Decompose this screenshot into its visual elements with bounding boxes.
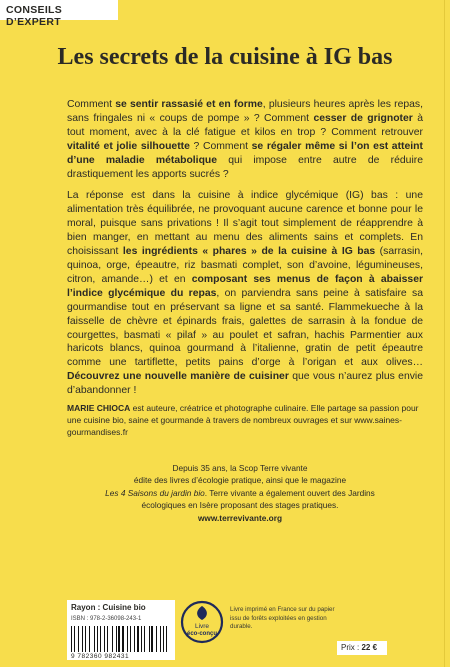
- series-banner: CONSEILS D’EXPERT: [0, 0, 118, 20]
- barcode-bar: [144, 626, 145, 652]
- barcode-bar: [130, 626, 131, 652]
- barcode-bar: [113, 626, 114, 652]
- barcode-bar: [118, 626, 119, 652]
- barcode-bar: [73, 626, 74, 652]
- barcode-bar: [106, 626, 107, 652]
- eco-design-badge: [180, 600, 224, 644]
- blurb-paragraph-1-run: se sentir rassasié et en forme: [115, 99, 263, 110]
- barcode-bar: [102, 626, 103, 652]
- barcode-digits: 9 782360 982431: [71, 653, 130, 660]
- barcode-bar: [91, 626, 93, 652]
- blurb-paragraph-2-run: La réponse est dans la cuisine à indice glycémique (IG) bas : une alimentation très équilibrée, ne provoquant aucune carence et bonne pour le moral, puisque sans privations ! Il s’agit tout simplement de réapprendre à bien manger, en mettant au menu des aliments sains et complets. En choisissant: [67, 190, 423, 258]
- blurb-paragraph-2: [67, 189, 423, 398]
- author-bio: [67, 402, 423, 438]
- blurb-paragraph-2-run: les ingrédients « phares » de la cuisine à IG bas: [122, 246, 376, 258]
- barcode-bar: [150, 626, 151, 652]
- blurb-paragraph-1-run: à tout moment, avec à la clé fatigue et kilos en trop ? Comment retrouver: [67, 112, 423, 138]
- blurb-paragraph-1: [67, 98, 423, 181]
- barcode-bar: [100, 626, 101, 652]
- barcode-bar: [146, 626, 147, 652]
- barcode-bar: [156, 626, 157, 652]
- publisher-line-1: Depuis 35 ans, la Scop Terre vivante: [172, 463, 308, 473]
- barcode-bar: [168, 626, 170, 652]
- barcode-bar: [161, 626, 162, 652]
- blurb-paragraph-2-run: Découvrez une nouvelle manière de cuisiner: [67, 371, 289, 383]
- blurb-paragraph-1-run: se régaler même si l’on est atteint d’une maladie métabolique: [67, 140, 423, 166]
- barcode-bar: [122, 626, 124, 652]
- shelf-category: Rayon : Cuisine bio: [67, 600, 175, 618]
- publisher-line-3-rest: . Terre vivante a également ouvert des Jardins: [204, 487, 375, 498]
- barcode-bar: [134, 626, 135, 652]
- blurb-paragraph-1-run: qui impose entre autre de réduire drastiquement les apports sucrés ?: [67, 154, 424, 180]
- barcode-bar: [89, 626, 90, 652]
- price-label: Prix :: [341, 643, 362, 652]
- isbn-block: [67, 614, 175, 660]
- barcode-bar: [128, 626, 129, 652]
- barcode: [71, 624, 171, 652]
- barcode-bar: [125, 626, 126, 652]
- blurb-paragraph-1-run: ? Comment: [189, 140, 252, 152]
- barcode-bar: [80, 626, 81, 652]
- magazine-title: Les 4 Saisons du jardin bio: [105, 487, 205, 498]
- barcode-bar: [151, 626, 153, 652]
- author-bio-run: est auteure, créatrice et photographe culinaire. Elle partage sa passion pour une cuisine bio, saine et gourmande à travers de nombreux ouvrages et sur www.saines-gourmandises.fr: [67, 403, 419, 437]
- leaf-icon: [197, 606, 207, 620]
- barcode-bar: [166, 626, 167, 652]
- barcode-bar: [84, 626, 85, 652]
- blurb-paragraph-1-run: cesser de grignoter: [313, 112, 413, 124]
- barcode-bar: [112, 626, 113, 652]
- blurb-paragraph-1-run: vitalité et jolie silhouette: [67, 140, 190, 152]
- blurb: [67, 98, 423, 406]
- publisher-url[interactable]: www.terrevivante.org: [197, 512, 283, 523]
- barcode-bar: [78, 626, 80, 652]
- eco-badge-line-2: éco-conçu: [186, 631, 218, 637]
- blurb-paragraph-2-run: , on parviendra sans peine à satisfaire sa gourmandise tout en préservant sa ligne et sa santé. Flammekueche à la faisselle de chèvre et épinards frais, galettes de sarrasin à la fondue de courgettes, basmati « pilaf » au poulet et safran, hachis Parmentier aux haricots blancs, quinoa gourmand à l’italienne, gratin de petit épeautre comme une tartiflette, petits pains d’orge à l’origan et aux olives…: [67, 287, 423, 369]
- publisher-info: [90, 462, 390, 524]
- barcode-bar: [141, 626, 142, 652]
- cover-edge-line: [444, 0, 445, 667]
- publisher-line-4: écologiques en Isère proposant des stages pratiques.: [141, 500, 339, 511]
- blurb-paragraph-1-run: , plusieurs heures après les repas, sans fringales ni « coups de pompe » ? Comment: [67, 99, 424, 124]
- barcode-bar: [95, 626, 96, 652]
- barcode-bar: [163, 626, 164, 652]
- blurb-paragraph-1-run: Comment: [67, 99, 116, 110]
- price-box: [337, 641, 387, 655]
- publisher-line-2: édite des livres d’écologie pratique, ainsi que le magazine: [133, 475, 347, 486]
- eco-badge-line-1: Livre: [194, 623, 210, 630]
- publisher-line-3: [90, 487, 390, 499]
- barcode-bar: [117, 626, 118, 652]
- barcode-bar: [97, 626, 98, 652]
- blurb-paragraph-2-run: que vous n’aurez plus envie d’abandonner !: [67, 371, 424, 397]
- barcode-bar: [158, 626, 159, 652]
- author-bio-run: MARIE CHIOCA: [67, 403, 131, 413]
- price-value: 22 €: [361, 643, 378, 652]
- isbn-number: ISBN : 978-2-36098-243-1: [71, 616, 142, 622]
- barcode-bar: [139, 626, 140, 652]
- blurb-paragraph-2-run: composant ses menus de façon à abaisser l’indice glycémique du repas: [67, 273, 424, 299]
- barcode-bar: [107, 626, 108, 652]
- back-cover-title: Les secrets de la cuisine à IG bas: [57, 44, 393, 70]
- barcode-bar: [74, 626, 75, 652]
- barcode-bar: [135, 626, 136, 652]
- barcode-bar: [85, 626, 86, 652]
- blurb-paragraph-2-run: (sarrasin, quinoa, orge, épeautre, riz basmati complet, son d’avoine, légumineuses, citron, amande…) et en: [67, 246, 423, 285]
- eco-note: Livre imprimé en France sur du papier issu de forêts exploitées en gestion durable.: [230, 606, 335, 631]
